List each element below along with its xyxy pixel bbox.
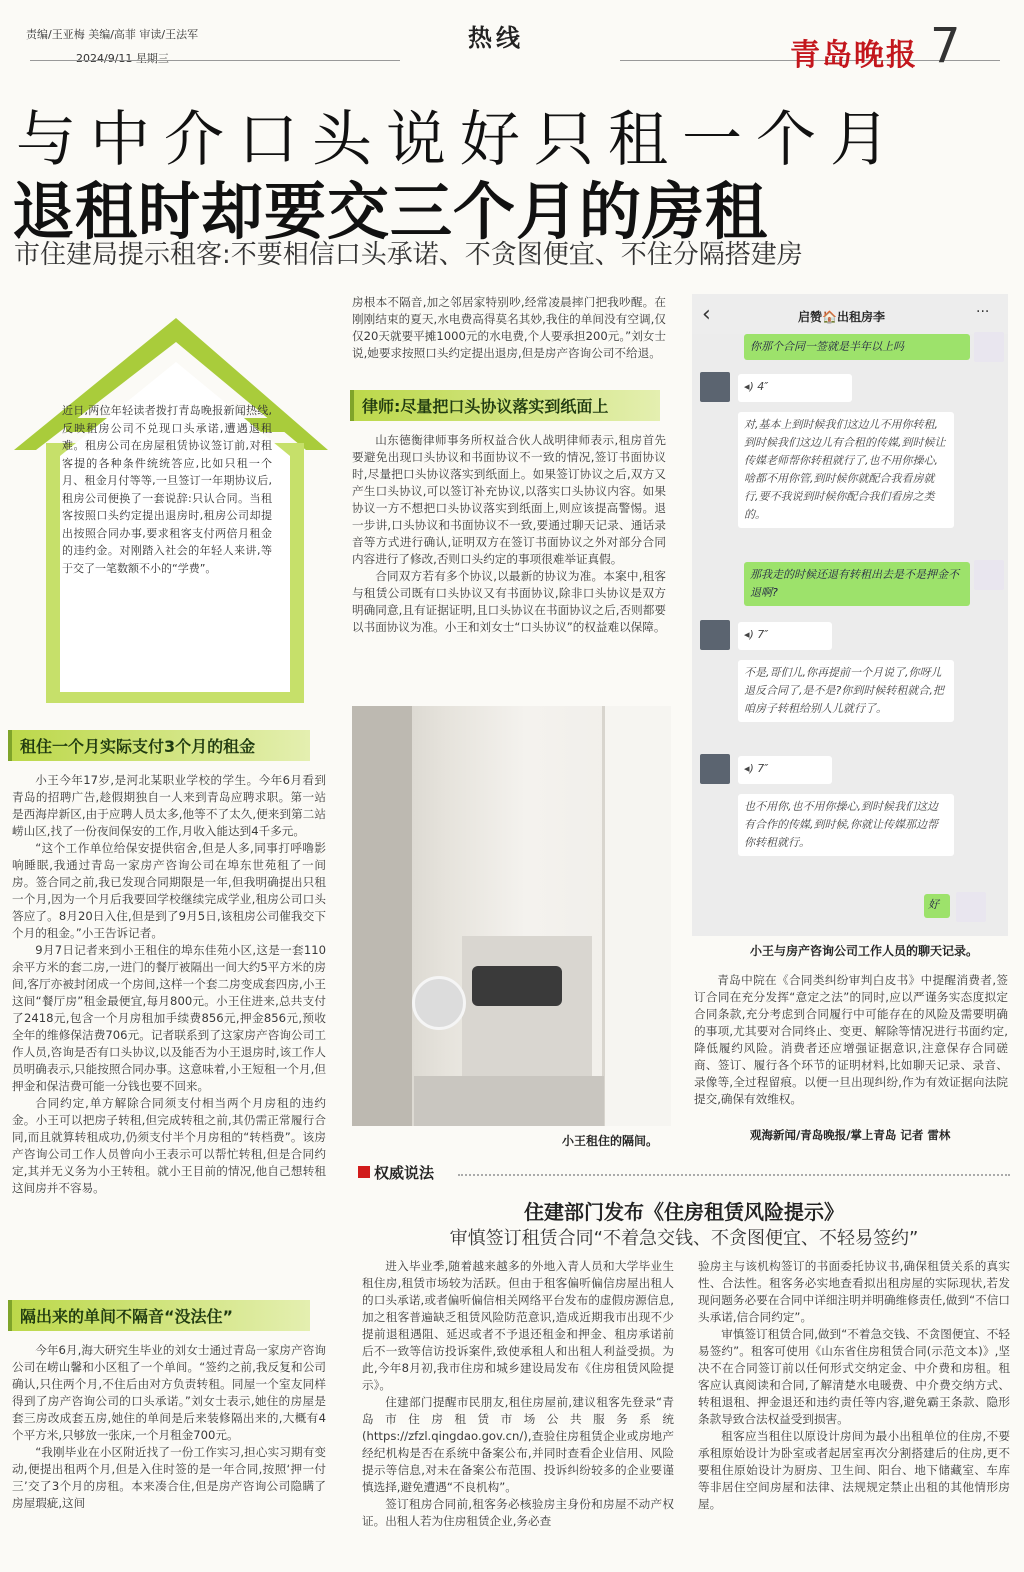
chat-bubble-out: 那我走的时候还退有转租出去是不是押金不退啊? — [744, 562, 970, 606]
byline: 观海新闻/青岛晚报/掌上青岛 记者 雷林 — [750, 1128, 951, 1142]
chat-bubble-in: 对,基本上到时候我们这边儿不用你转租,到时候我们这边儿有合租的传媒,到时候让传媒老师帮你转租就行了,也不用你操心,啥都不用你管,到时候你就配合我看房就行,要不我说到时候你配合我们看房之类的。 — [738, 412, 954, 528]
left-column-text-1 — [12, 772, 326, 1197]
chat-bubble-out: 你那个合同一签就是半年以上吗 — [744, 334, 970, 360]
page-number: 7 — [930, 18, 961, 74]
issue-date: 2024/9/11 星期三 — [76, 52, 169, 65]
more-icon: ··· — [976, 304, 990, 320]
paragraph: 房根本不隔音,加之邻居家特别吵,经常凌晨摔门把我吵醒。在刚刚结束的夏天,水电费高得莫名其妙,我住的单间没有空调,仅仅20天就要平摊1000元的水电费,个人要承担200元。”刘女士说,她要求按照口头约定提出退房,但是房产咨询公司不给退。 — [352, 295, 666, 360]
paragraph: 签订租房合同前,租客务必核验房主身份和房屋不动产权证。出租人若为住房租赁企业,务必查 — [362, 1497, 674, 1528]
voice-message: ◂) 7″ — [738, 622, 832, 650]
paragraph: 合同约定,单方解除合同须支付相当两个月房租的违约金。小王可以把房子转租,但完成转租之前,其仍需正常履行合同,而且就算转租成功,仍须支付半个月房租的“转档费”。该房产咨询公司工作人员曾向小王表示可以帮忙转租,但是合同约定,其并无义务为小王转租。就小王目前的情况,他自己想转租这间房并不容易。 — [12, 1096, 326, 1195]
headline-line2: 退租时却要交三个月的房租 — [12, 175, 769, 248]
subhead-lawyer: 律师:尽量把口头协议落实到纸面上 — [350, 390, 660, 421]
voice-message: ◂) 4″ — [738, 374, 852, 402]
headline-subtitle: 市住建局提示租客:不要相信口头承诺、不贪图便宜、不住分隔搭建房 — [14, 240, 803, 270]
chat-bubble-in: 也不用你,也不用你操心,到时候我们这边有合作的传媒,到时候,你就让传媒那边帮你转租就行。 — [738, 794, 954, 856]
left-column-text-2 — [12, 1342, 326, 1512]
section-name: 热线 — [468, 24, 524, 52]
voice-message: ◂) 7″ — [738, 756, 832, 784]
authority-column-1 — [362, 1258, 674, 1530]
paragraph: 今年6月,海大研究生毕业的刘女士通过青岛一家房产咨询公司在崂山馨和小区租了一个单间。“签约之前,我反复和公司确认,只住两个月,不住后由对方负责转租。同屋一个室友同样得到了房产咨询公司的口头承诺。”刘女士表示,她住的房屋是套三房改成套五房,她住的单间是后来装修隔出来的,大概有4个平方米,只够放一张床,一个月租金700元。 — [12, 1343, 326, 1442]
paragraph: 住建部门提醒市民朋友,租住房屋前,建议租客先登录“青岛市住房租赁市场公共服务系统(https://zfzl.qingdao.gov.cn/),查验住房租赁企业或房地产经纪机构是否在系统中备案公布,并同时查看企业信用、风险提示等信息,对未在备案公布范围、投诉纠纷较多的企业要谨慎选择,避免遭遇“不良机构”。 — [362, 1395, 674, 1494]
paragraph: 青岛中院在《合同类纠纷审判白皮书》中提醒消费者,签订合同在充分发挥“意定之法”的同时,应以严谨务实态度拟定合同条款,充分考虑到合同履行中可能存在的风险及需要明确的事项,尤其要对合同终止、变更、解除等情况进行书面约定,降低履约风险。消费者还应增强证据意识,注意保存合同磋商、签订、履行各个环节的证明材料,比如聊天记录、录音、录像等,全过程留痕。以便一旦出现纠纷,作为有效证据向法院提交,确保有效维权。 — [694, 973, 1008, 1106]
authority-label: 权威说法 — [374, 1164, 435, 1182]
chat-title: 启赞🏠出租房李 — [798, 310, 885, 324]
paragraph: “这个工作单位给保安提供宿舍,但是人多,同事打呼噜影响睡眠,我通过青岛一家房产咨询公司在埠东世苑租了一间房。签合同之前,我已发现合同期限是一年,但我明确提出只租一个月,因为一个月后我要回学校继续完成学业,租房公司口头答应了。8月20日入住,但是到了9月5日,该租房公司催我交下个月的租金。”小王告诉记者。 — [12, 841, 326, 940]
avatar — [700, 754, 730, 784]
chat-caption: 小王与房产咨询公司工作人员的聊天记录。 — [750, 944, 979, 958]
photo-caption: 小王租住的隔间。 — [562, 1134, 659, 1148]
paragraph: 进入毕业季,随着越来越多的外地入青人员和大学毕业生租住房,租赁市场较为活跃。但由于租客偏听偏信房屋出租人的口头承诺,或者偏听偏信相关网络平台发布的虚假房源信息,加之租客普遍缺乏租赁风险防范意识,造成近期我市出现不少提前退租遇阻、延迟或者不予退还租金和押金、租房承诺前后不一致等信访投诉案件,致使承租人和出租人利益受损。为此,今年8月初,我市住房和城乡建设局发布《住房租赁风险提示》。 — [362, 1259, 674, 1392]
avatar — [700, 372, 730, 402]
paragraph: 山东德衡律师事务所权益合伙人战明律师表示,租房首先要避免出现口头协议和书面协议不一致的情况,签订书面协议时,尽量把口头协议落实到纸面上。如果签订协议之后,双方又产生口头协议,可以签订补充协议,以落实口头协议内容。如果协议一方不想把口头协议落实到纸面上,则应该提高警惕。退一步讲,口头协议和书面协议不一致,要通过聊天记录、通话录音等方式进行确认,证明双方在签订书面协议之外对部分合同内容进行了修改,否则口头约定的事项很难举证真假。 — [352, 433, 666, 566]
paragraph: 9月7日记者来到小王租住的埠东佳苑小区,这是一套110余平方米的套二房,一进门的餐厅被隔出一间大约5平方米的房间,客厅亦被封闭成一个房间,这样一个套二房变成套四房,小王这间“餐厅房”租金最便宜,每月800元。小王住进来,总共支付了2418元,包含一个月房租加手续费856元,押金856元,预收全年的维修保洁费706元。记者联系到了这家房产咨询公司工作人员,咨询是否有口头协议,以及能否为小王退房时,该工作人员明确表示,只能按照合同办事。这意味着,小王短租一个月,但押金和保洁费可能一分钱也要不回来。 — [12, 943, 326, 1093]
paragraph: 验房主与该机构签订的书面委托协议书,确保租赁关系的真实性、合法性。租客务必实地查看拟出租房屋的实际现状,若发现问题务必要在合同中详细注明并明确维修责任,做到“不信口头承诺,信合同约定”。 — [698, 1259, 1010, 1324]
room-photo — [352, 706, 668, 1126]
paragraph: 小王今年17岁,是河北某职业学校的学生。今年6月看到青岛的招聘广告,趁假期独自一人来到青岛应聘求职。第一站是西海岸新区,由于应聘人员太多,他等不了太久,便来到第二站崂山区,找了一份夜间保安的工作,月收入能达到4千多元。 — [12, 773, 326, 838]
authority-title: 住建部门发布《住房租赁风险提示》 — [524, 1200, 844, 1224]
chat-screenshot — [692, 294, 1008, 936]
paragraph: 审慎签订租赁合同,做到“不着急交钱、不贪图便宜、不轻易签约”。租客可使用《山东省住房租赁合同(示范文本)》,坚决不在合同签订前以任何形式交纳定金、中介费和房租。租客应认真阅读和合同,了解清楚水电暖费、中介费交纳方式、转租退租、押金退还和违约责任等内容,避免霸王条款、隐形条款导致合法权益受到损害。 — [698, 1327, 1010, 1426]
dotted-divider — [458, 1174, 1010, 1176]
authority-subtitle: 审慎签订租赁合同“不着急交钱、不贪图便宜、不轻易签约” — [449, 1228, 919, 1249]
middle-column-text-lawyer — [352, 432, 666, 636]
paragraph: 合同双方若有多个协议,以最新的协议为准。本案中,租客与租赁公司既有口头协议又有书面协议,除非口头协议是双方明确同意,且有证据证明,且口头协议在书面协议之后,否则都要以书面协议为准。小王和刘女士“口头协议”的权益难以保障。 — [352, 569, 666, 634]
editor-credits: 责编/王亚梅 美编/高菲 审读/王法军 — [26, 28, 199, 41]
avatar — [974, 560, 1004, 590]
authority-column-2 — [698, 1258, 1010, 1513]
avatar — [974, 332, 1004, 362]
right-column-text — [694, 972, 1008, 1108]
back-icon: ‹ — [702, 302, 711, 327]
middle-column-text-top — [352, 294, 666, 362]
avatar — [700, 620, 730, 650]
authority-marker — [358, 1166, 370, 1178]
paragraph: 租客应当租住以原设计房间为最小出租单位的住房,不要承租原始设计为卧室或者起居室再次分割搭建后的住房,更不要租住原始设计为厨房、卫生间、阳台、地下储藏室、车库等非居住空间房屋和法律、法规规定禁止出租的其他情形房屋。 — [698, 1429, 1010, 1511]
avatar — [956, 892, 986, 922]
subhead-soundproof: 隔出来的单间不隔音“没法住” — [8, 1300, 310, 1331]
masthead-logo: 青岛晚报 — [790, 38, 918, 73]
headline-line1: 与中介口头说好只租一个月 — [16, 105, 904, 175]
chat-bubble-out: 好 — [924, 894, 950, 918]
chat-bubble-in: 不是,哥们儿,你再提前一个月说了,你呀儿退反合同了,是不是?你到时候转租就合,把咱房子转租给别人儿就行了。 — [738, 660, 954, 722]
subhead-one-month: 租住一个月实际支付3个月的租金 — [8, 730, 310, 761]
paragraph: “我刚毕业在小区附近找了一份工作实习,担心实习期有变动,便提出租两个月,但是入住时签的是一年合同,按照‘押一付三’交了3个月的房租。本来凑合住,但是房产咨询公司隐瞒了房屋瑕疵,这间 — [12, 1445, 326, 1510]
house-summary-text: 近日,两位年轻读者拨打青岛晚报新闻热线,反映租房公司不兑现口头承诺,遭遇退租难。租房公司在房屋租赁协议签订前,对租客提的各种条件统统答应,比如只租一个月、租金月付等等,一旦签订一年期协议后,租房公司便换了一套说辞:只认合同。当租客按照口头约定提出退房时,租房公司却提出按照合同办事,要求租客支付两倍月租金的违约金。对刚踏入社会的年轻人来讲,等于交了一笔数额不小的“学费”。 — [62, 404, 272, 575]
